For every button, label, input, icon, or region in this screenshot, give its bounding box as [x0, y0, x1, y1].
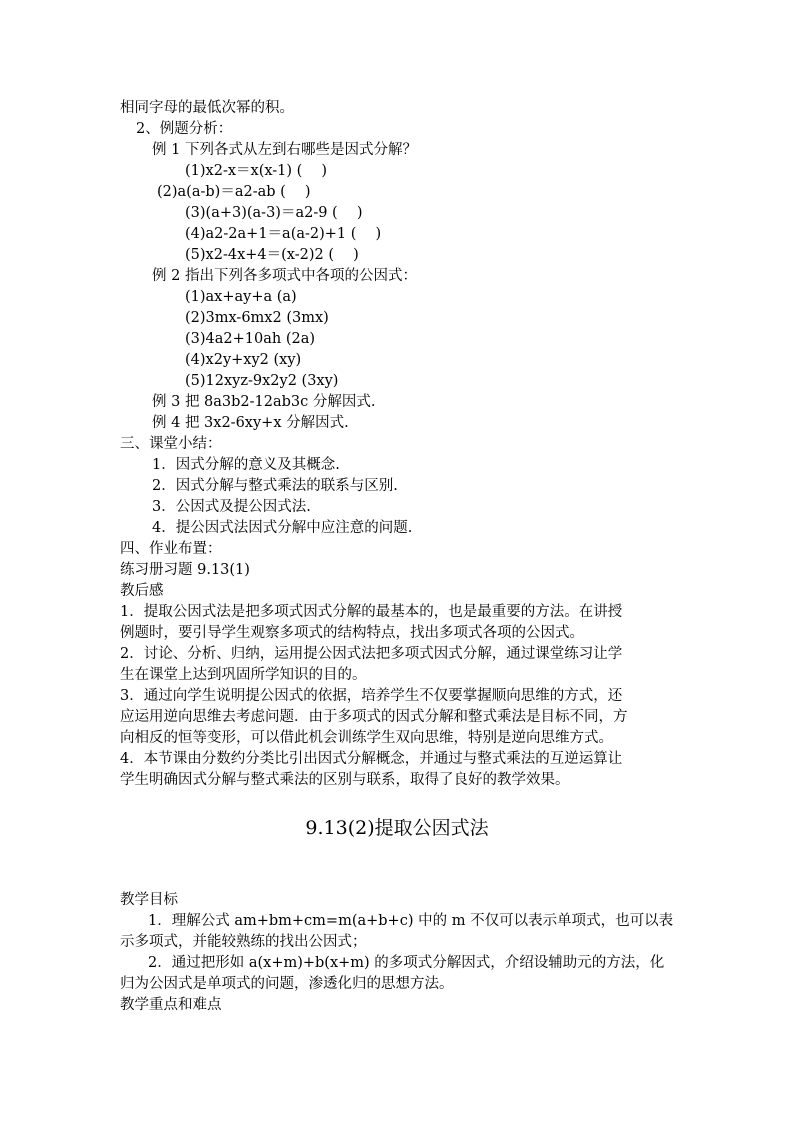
- homework-heading: 四、作业布置：: [120, 541, 222, 557]
- summary-heading: 三、课堂小结：: [120, 436, 222, 452]
- example2-item: (2)3mx-6mx2 (3mx): [185, 310, 329, 326]
- example3: 例 3 把 8a3b2-12ab3c 分解因式.: [152, 394, 376, 410]
- reflection-line: 2．讨论、分析、归纳，运用提公因式法把多项式因式分解，通过课堂练习让学: [120, 646, 623, 662]
- example2-title: 例 2 指出下列各多项式中各项的公因式：: [152, 268, 417, 284]
- reflection-line: 应运用逆向思维去考虑问题．由于多项式的因式分解和整式乘法是目标不同，方: [120, 709, 628, 725]
- example-heading: 2、例题分析：: [136, 121, 233, 137]
- goals-line: 示多项式，并能较熟练的找出公因式；: [120, 934, 367, 950]
- example2-item: (5)12xyz-9x2y2 (3xy): [185, 373, 339, 389]
- summary-item: 1．因式分解的意义及其概念.: [152, 457, 340, 473]
- example2-item: (3)4a2+10ah (2a): [185, 331, 316, 347]
- example1-item: (4)a2-2a+1＝a(a-2)+1 ( ): [185, 226, 382, 242]
- reflection-line: 4．本节课由分数约分类比引出因式分解概念，并通过与整式乘法的互逆运算让: [120, 751, 623, 767]
- goals-line: 1．理解公式 am+bm+cm=m(a+b+c) 中的 m 不仅可以表示单项式，也可以表: [148, 913, 674, 929]
- reflection-line: 生在课堂上达到巩固所学知识的目的。: [120, 667, 367, 683]
- summary-item: 3．公因式及提公因式法.: [152, 499, 311, 515]
- reflection-line: 学生明确因式分解与整式乘法的区别与联系，取得了良好的教学效果。: [120, 772, 570, 788]
- example1-item: (3)(a+3)(a-3)＝a2-9 ( ): [185, 205, 363, 221]
- example1-item: (2)a(a-b)＝a2-ab ( ): [157, 184, 311, 200]
- example4: 例 4 把 3x2-6xy+x 分解因式.: [152, 415, 349, 431]
- reflection-line: 例题时，要引导学生观察多项式的结构特点，找出多项式各项的公因式。: [120, 625, 584, 641]
- example1-item: (5)x2-4x+4＝(x-2)2 ( ): [185, 247, 359, 263]
- example1-title: 例 1 下列各式从左到右哪些是因式分解？: [152, 142, 417, 158]
- example1-item: (1)x2-x＝x(x-1) ( ): [185, 163, 328, 179]
- keypoints-heading: 教学重点和难点: [120, 997, 222, 1013]
- goals-heading: 教学目标: [120, 892, 178, 908]
- example2-item: (4)x2y+xy2 (xy): [185, 352, 302, 368]
- section-title: 9.13(2)提取公因式法: [305, 817, 489, 839]
- reflection-line: 3．通过向学生说明提公因式的依据，培养学生不仅要掌握顺向思维的方式，还: [120, 688, 623, 704]
- example2-item: (1)ax+ay+a (a): [185, 289, 297, 305]
- homework-text: 练习册习题 9.13(1): [120, 562, 250, 578]
- goals-line: 2．通过把形如 a(x+m)+b(x+m) 的多项式分解因式，介绍设辅助元的方法，化: [148, 955, 665, 971]
- summary-item: 2．因式分解与整式乘法的联系与区别.: [152, 478, 398, 494]
- goals-line: 归为公因式是单项式的问题，渗透化归的思想方法。: [120, 976, 454, 992]
- reflection-heading: 教后感: [120, 583, 164, 599]
- intro-line: 相同字母的最低次幂的积。: [120, 100, 294, 116]
- summary-item: 4．提公因式法因式分解中应注意的问题.: [152, 520, 413, 536]
- reflection-line: 向相反的恒等变形，可以借此机会训练学生双向思维，特别是逆向思维方式。: [120, 730, 613, 746]
- reflection-line: 1．提取公因式法是把多项式因式分解的最基本的，也是最重要的方法。在讲授: [120, 604, 623, 620]
